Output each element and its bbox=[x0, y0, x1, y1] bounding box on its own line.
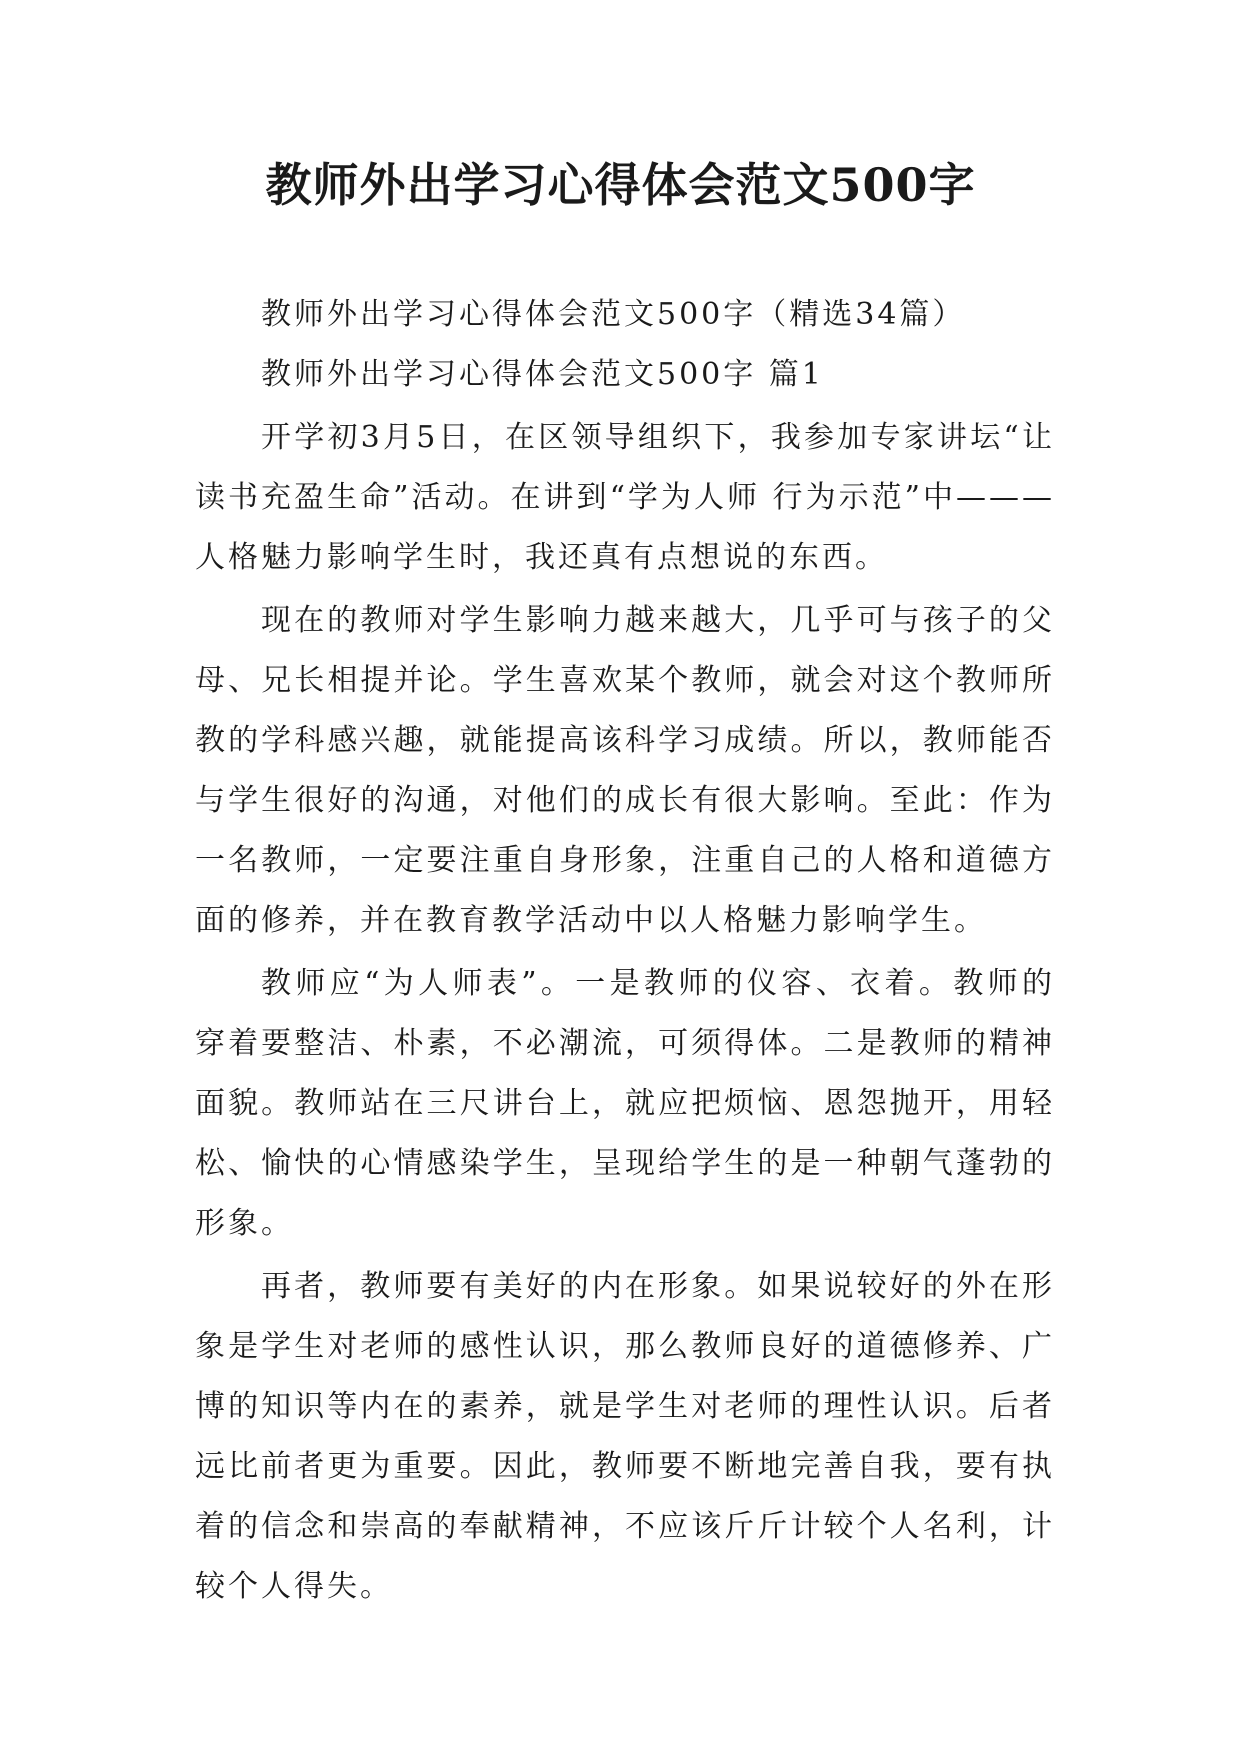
body-paragraph-2: 现在的教师对学生影响力越来越大，几乎可与孩子的父母、兄长相提并论。学生喜欢某个教师，就会对这个教师所教的学科感兴趣，就能提高该科学习成绩。所以，教师能否与学生很好的沟通，对他们的成长有很大影响。至此：作为一名教师，一定要注重自身形象，注重自己的人格和道德方面的修养，并在教育教学活动中以人格魅力影响学生。 bbox=[195, 603, 1055, 938]
document-title: 教师外出学习心得体会范文500字 bbox=[265, 158, 976, 212]
body-paragraph-4: 再者，教师要有美好的内在形象。如果说较好的外在形象是学生对老师的感性认识，那么教师良好的道德修养、广博的知识等内在的素养，就是学生对老师的理性认识。后者远比前者更为重要。因此，教师要不断地完善自我，要有执着的信念和崇高的奉献精神，不应该斤斤计较个人名利，计较个人得失。 bbox=[195, 1269, 1055, 1604]
document-body bbox=[195, 285, 1055, 1617]
section-heading: 教师外出学习心得体会范文500字 篇1 bbox=[261, 357, 824, 392]
subtitle-paragraph: 教师外出学习心得体会范文500字（精选34篇） bbox=[261, 297, 966, 332]
body-paragraph-3: 教师应“为人师表”。一是教师的仪容、衣着。教师的穿着要整洁、朴素，不必潮流，可须得体。二是教师的精神面貌。教师站在三尺讲台上，就应把烦恼、恩怨抛开，用轻松、愉快的心情感染学生，呈现给学生的是一种朝气蓬勃的形象。 bbox=[195, 966, 1055, 1241]
body-paragraph-1: 开学初3月5日，在区领导组织下，我参加专家讲坛“让读书充盈生命”活动。在讲到“学为人师 行为示范”中———人格魅力影响学生时，我还真有点想说的东西。 bbox=[195, 420, 1055, 575]
